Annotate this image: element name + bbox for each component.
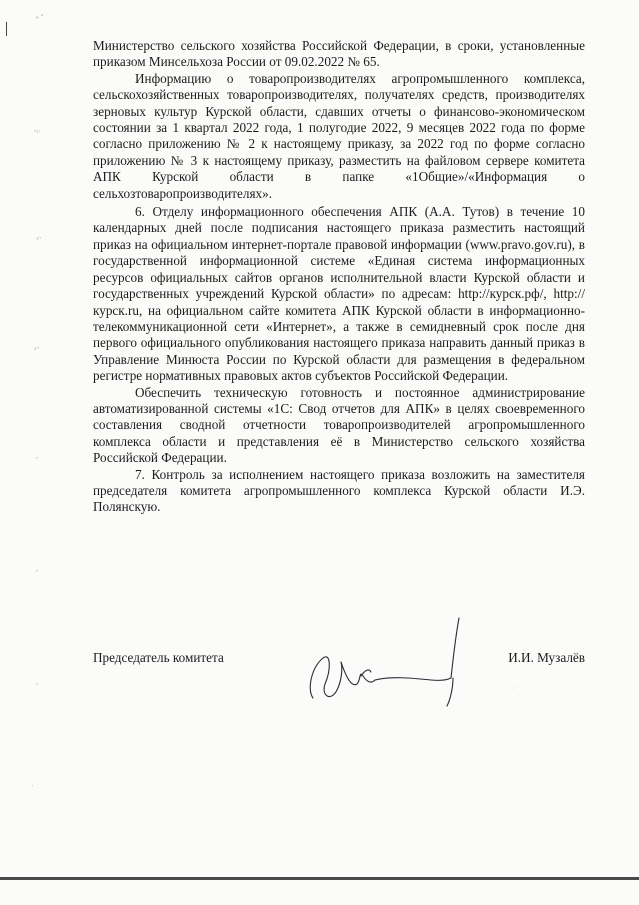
svg-text:• ꜜ: • ꜜ: [36, 15, 44, 22]
svg-text:¹ʹʹ: ¹ʹʹ: [34, 347, 40, 354]
paragraph-item-6: 6. Отделу информационного обеспечения АПК (А.А. Тутов) в течение 10 календарных дней после подписания настоящего приказа разместить настоящий приказ на официальном интернет-портале правовой информации (www.pravo.gov.ru), в государственной информационной системе «Единая система информационных ресурсов официальных сайтов органов исполнительной власти Курской области и государственных учреждений Курской области» по адресам: http://курск.рф/, http://курск.ru, на официальном сайте комитета АПК Курской области в информационно-телекоммуникационной сети «Интернет», а также в семидневный срок после дня первого официального опубликования настоящего приказа направить данный приказ в Управление Минюста России по Курской области для размещения в федеральном регистре нормативных правовых актов субъектов Российской Федерации.: [93, 204, 585, 384]
paragraph-item-7: 7. Контроль за исполнением настоящего приказа возложить на заместителя председателя комитета агропромышленного комплекса Курской области И.Э. Полянскую.: [93, 466, 585, 515]
svg-text:· ˑ ˑ: · ˑ ˑ: [512, 685, 523, 692]
svg-text:ˑʹʹ: ˑʹʹ: [34, 683, 39, 690]
paragraph-1c-system: Обеспечить техническую готовность и постоянное администрирование автоматизированной системы «1С: Свод отчетов для АПК» в целях своевременного составления сводной отчетности товаропроизводителей агропромышленного комплекса области и представления её в Министерство сельского хозяйства Российской Федерации.: [93, 384, 585, 466]
handwritten-signature: [301, 610, 491, 720]
document-body: [93, 38, 585, 516]
signature-block: [93, 650, 585, 720]
svg-text:ˑʹʹ: ˑʹʹ: [34, 457, 39, 464]
svg-text:ˑʹʹ: ˑʹʹ: [34, 570, 39, 577]
signatory-title: Председатель комитета: [93, 650, 224, 665]
svg-text:ʺ¹ʹ: ʺ¹ʹ: [34, 130, 41, 137]
paragraph-info-producers: Информацию о товаропроизводителях агропромышленного комплекса, сельскохозяйственных товаропроизводителях, получателях средств, производителях зерновых культур Курской области, сдавших отчеты о финансово-экономическом состоянии за 1 квартал 2022 года, 1 полугодие 2022, 9 месяцев 2022 года по форме согласно приложению № 2 к настоящему приказу, за 2022 год по форме согласно приложению № 3 к настоящему приказу, разместить на файловом сервере комитета АПК Курской области в папке «1Общие»/«Информация о сельхозтоваропроизводителях».: [93, 70, 585, 201]
signatory-name: И.И. Музалёв: [508, 650, 585, 665]
svg-text:ˑʹ: ˑʹ: [30, 785, 34, 792]
svg-text:ˑ¹ʹʹ: ˑ¹ʹʹ: [34, 237, 41, 244]
paragraph-intro: Министерство сельского хозяйства Российской Федерации, в сроки, установленные приказом Минсельхоза России от 09.02.2022 № 65.: [93, 38, 585, 70]
scan-bottom-edge: [0, 877, 639, 880]
